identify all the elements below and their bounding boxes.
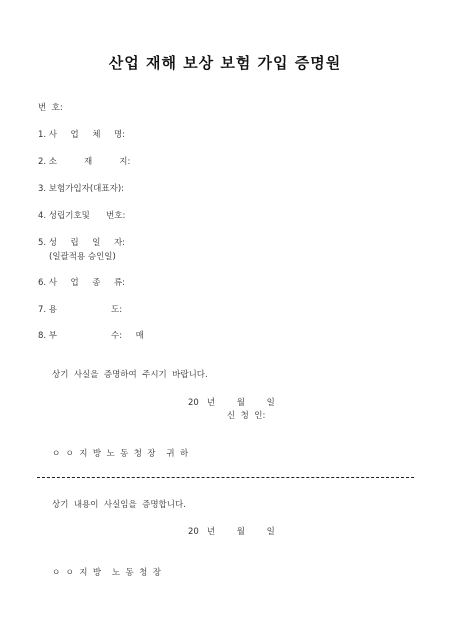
certificate-statement: 상기 내용이 사실임을 증명합니다.: [52, 500, 186, 510]
field-number: 번 호:: [38, 103, 63, 113]
request-statement: 상기 사실을 증명하여 주시기 바랍니다.: [52, 370, 208, 380]
request-date: 20 년 월 일: [188, 398, 275, 408]
field-established: 5. 성 립 일 자:: [38, 238, 126, 248]
field-business-name: 1. 사 업 체 명:: [38, 130, 126, 140]
field-business-type: 6. 사 업 종 류:: [38, 278, 126, 288]
cut-line-divider: [37, 477, 414, 478]
applicant-label: 신 청 인:: [227, 411, 266, 421]
field-copies: 8. 부 수: 매: [38, 331, 144, 341]
field-purpose: 7. 용 도:: [38, 305, 123, 315]
issuer-line: ㅇ ㅇ 지 방 노 동 청 장: [52, 568, 161, 578]
document-title: 산업 재해 보상 보험 가입 증명원: [108, 54, 342, 72]
field-registration: 4. 성립기호및 번호:: [38, 211, 126, 221]
field-location: 2. 소 재 지:: [38, 157, 131, 167]
certificate-date: 20 년 월 일: [188, 527, 275, 537]
field-insured: 3. 보험가입자(대표자):: [38, 184, 124, 194]
field-established-note: (일괄적용 승인일): [49, 252, 116, 262]
recipient-line: ㅇ ㅇ 지 방 노 동 청 장 귀 하: [52, 449, 189, 459]
